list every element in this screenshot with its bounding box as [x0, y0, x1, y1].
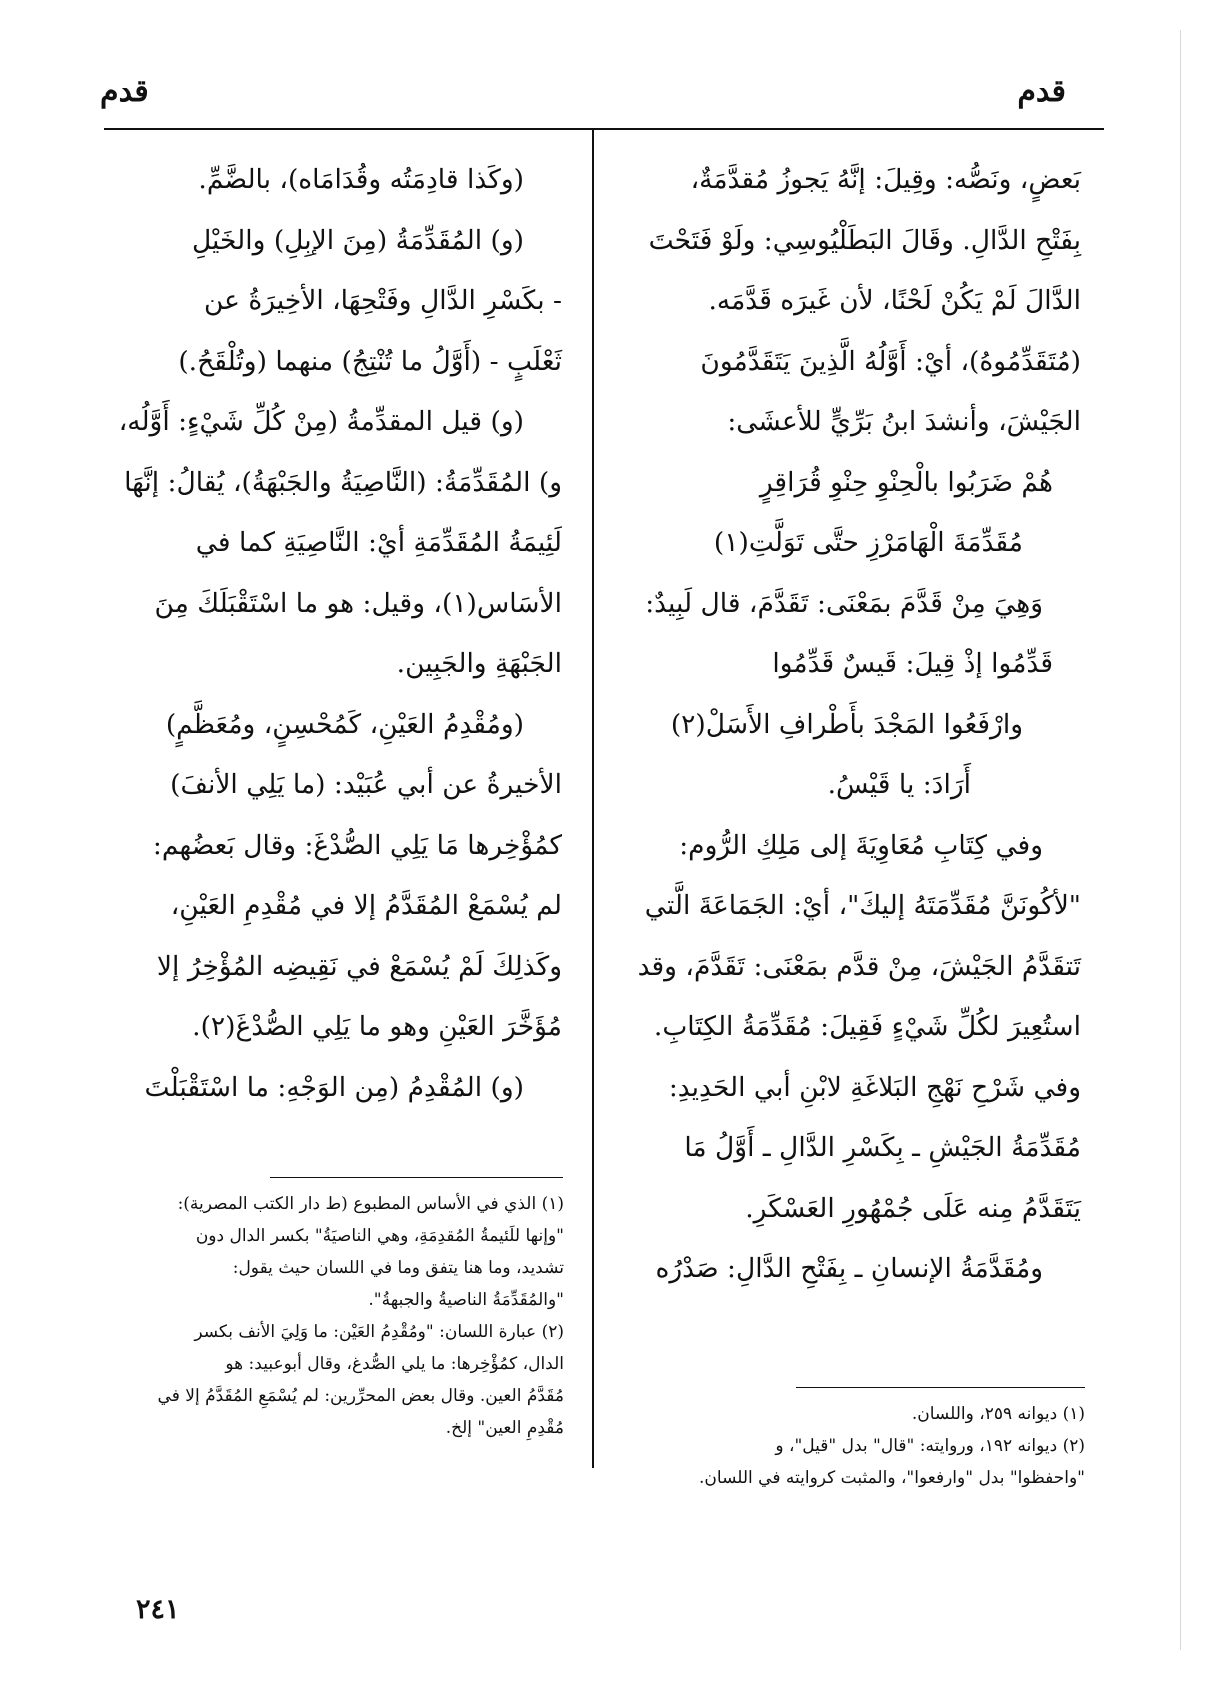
text-line: (و) المُقَدِّمَةُ (مِنَ الإبِلِ) والخَيْلِ — [191, 224, 524, 256]
text-line: الأسَاس(١)، وقيل: هو ما اسْتَقْبَلَكَ مِنَ — [154, 587, 562, 619]
text-line: الجَبْهَةِ والجَبِين. — [396, 648, 562, 679]
right-column — [626, 150, 1081, 1300]
text-line: - بكَسْرِ الدَّالِ وفَتْحِهَا، الأخِيرَةُ عن — [203, 285, 562, 316]
text-line: (ومُقْدِمُ العَيْنِ، كَمُحْسِنٍ، ومُعَظَّمٍ) — [165, 708, 524, 740]
text-line: ومُقَدَّمَةُ الإنسانِ ـ بِفَتْحِ الدَّالِ: صَدْرُه — [655, 1253, 1043, 1284]
footnote-rule-left — [270, 1177, 563, 1178]
text-line: بِفَتْحِ الدَّالِ. وقَالَ البَطَلْيُوسِي: ولَوْ فَتَحْتَ — [648, 224, 1081, 256]
text-line: وكَذلِكَ لَمْ يُسْمَعْ في نَقِيضِه المُؤْخِرُ إلا — [156, 950, 562, 982]
text-line: (وكَذا قادِمَتُه وقُدَامَاه)، بالضَّمِّ. — [198, 164, 524, 195]
footnote-rule-right — [796, 1387, 1085, 1388]
footnote-line: (١) الذي في الأساس المطبوع (ط دار الكتب المصرية): — [177, 1194, 564, 1214]
running-header-left: قدم — [100, 74, 149, 109]
footnote-line: (١) ديوانه ٢٥٩، واللسان. — [911, 1404, 1085, 1424]
footnote-line: مُقْدِمِ العين" إلخ. — [445, 1418, 564, 1438]
footnote-line: "والمُقَدِّمَةُ الناصيةُ والجبهةُ". — [368, 1290, 564, 1310]
footnote-line: "واحفظوا" بدل "وارفعوا"، والمثبت كروايته في اللسان. — [699, 1468, 1085, 1488]
text-line: تَتقَدَّمُ الجَيْشَ، مِنْ قدَّم بمَعْنَى: تَقَدَّمَ، وقد — [637, 950, 1081, 982]
footnotes-right — [640, 1398, 1085, 1494]
column-divider — [592, 128, 594, 1468]
running-header-right: قدم — [1017, 74, 1066, 109]
text-line: الأخيرةُ عن أبي عُبَيْد: (ما يَلِي الأنفَ) — [170, 769, 562, 800]
footnote-line: تشديد، وما هنا يتفق وما في اللسان حيث يقول: — [232, 1258, 564, 1278]
left-column — [106, 150, 562, 1118]
binding-shadow — [1180, 30, 1181, 1650]
verse-line: وارْفَعُوا المَجْدَ بأَطْرافِ الأَسَلْ(٢) — [670, 708, 1023, 740]
text-line: الدَّالَ لَمْ يَكُنْ لَحْنًا، لأن غَيرَه قَدَّمَه. — [708, 285, 1081, 316]
text-line: كمُؤْخِرها مَا يَلِي الصُّدْغَ: وقال بَعضُهم: — [152, 829, 562, 861]
text-line: وفي شَرْحِ نَهْجِ البَلاغَةِ لابْنِ أبي الحَدِيدِ: — [668, 1071, 1081, 1103]
footnote-line: (٢) عبارة اللسان: "ومُقْدِمُ العَيْن: ما وَلِيَ الأنف بكسر — [194, 1322, 564, 1342]
text-line: لم يُسْمَعْ المُقَدَّمُ إلا في مُقْدِمِ العَيْنِ، — [170, 890, 562, 921]
text-line: (و) المُقْدِمُ (مِن الوَجْهِ: ما اسْتَقْبَلْتَ — [144, 1071, 524, 1103]
text-line: بَعضٍ، ونَصُّه: وقِيلَ: إنَّهُ يَجوزُ مُقدَّمَةٌ، — [690, 164, 1081, 195]
text-line: مُؤَخَّرَ العَيْنِ وهو ما يَلِي الصُّدْغَ(٢). — [192, 1011, 562, 1042]
verse-line: مُقَدِّمَةَ الْهَامَرْزِ حتَّى تَوَلَّتِ(١) — [713, 527, 1023, 558]
text-line: مُقَدِّمَةُ الجَيْشِ ـ بِكَسْرِ الدَّالِ ـ أَوَّلُ مَا — [684, 1132, 1081, 1163]
text-line: يَتَقَدَّمُ مِنه عَلَى جُمْهُورِ العَسْكَرِ. — [745, 1192, 1081, 1224]
verse-line: قَدِّمُوا إذْ قِيلَ: قَيسٌ قَدِّمُوا — [772, 648, 1053, 679]
text-line: استُعِيرَ لكُلِّ شَيْءٍ فَقِيلَ: مُقَدِّمَةُ الكِتَابِ. — [653, 1011, 1081, 1042]
verse-line: هُمْ ضَرَبُوا بالْحِنْوِ حِنْوِ قُرَاقِرٍ — [759, 466, 1053, 498]
text-line: وفي كِتَابِ مُعَاوِيَةَ إلى مَلِكِ الرُّوم: — [679, 829, 1043, 861]
page-number: ٢٤١ — [136, 1594, 180, 1625]
text-line: و) المُقَدِّمَةُ: (النَّاصِيَةُ والجَبْهَةُ)، يُقالُ: إنَّهَا — [124, 466, 562, 498]
footnote-line: "وإنها للَئيمةُ المُقدِمَةِ، وهي الناصيَةُ" بكسر الدال دون — [195, 1226, 564, 1246]
text-line: ثَعْلَبٍ - (أَوَّلُ ما تُنْتِجُ) منهما (وتُلْقَحُ.) — [178, 345, 562, 377]
footnote-line: الدال، كمُؤْخِرها: ما يلي الصُّدغ، وقال أبوعبيد: هو — [225, 1354, 564, 1374]
text-line: (مُتَقَدِّمُوهُ)، أيْ: أَوَّلُهُ الَّذِينَ يَتَقَدَّمُونَ — [700, 345, 1081, 377]
header-rule — [104, 128, 1104, 130]
text-line: لَئِيمَةُ المُقَدِّمَةِ أيْ: النَّاصِيَةِ كما في — [195, 527, 562, 558]
text-line: "لأكُونَنَّ مُقَدِّمَتَهُ إليكَ"، أيْ: الجَمَاعَةَ الَّتي — [644, 890, 1081, 921]
text-line: وَهِيَ مِنْ قَدَّمَ بمَعْنَى: تَقَدَّمَ، قال لَبِيدٌ: — [645, 587, 1043, 619]
text-line: الجَيْشَ، وأنشدَ ابنُ بَرِّيٍّ للأعشَى: — [727, 406, 1081, 437]
text-line: (و) قيل المقدِّمةُ (مِنْ كُلِّ شَيْءٍ: أَوَّلُه، — [118, 406, 524, 437]
footnotes-left — [106, 1188, 564, 1444]
footnote-line: مُقَدَّمُ العين. وقال بعض المحرِّرين: لم يُسْمَعِ المُقَدَّمُ إلا في — [157, 1386, 564, 1406]
footnote-line: (٢) ديوانه ١٩٢، وروايته: "قال" بدل "قيل"، و — [775, 1436, 1085, 1456]
text-line: أَرَادَ: يا قَيْسُ. — [827, 769, 971, 800]
